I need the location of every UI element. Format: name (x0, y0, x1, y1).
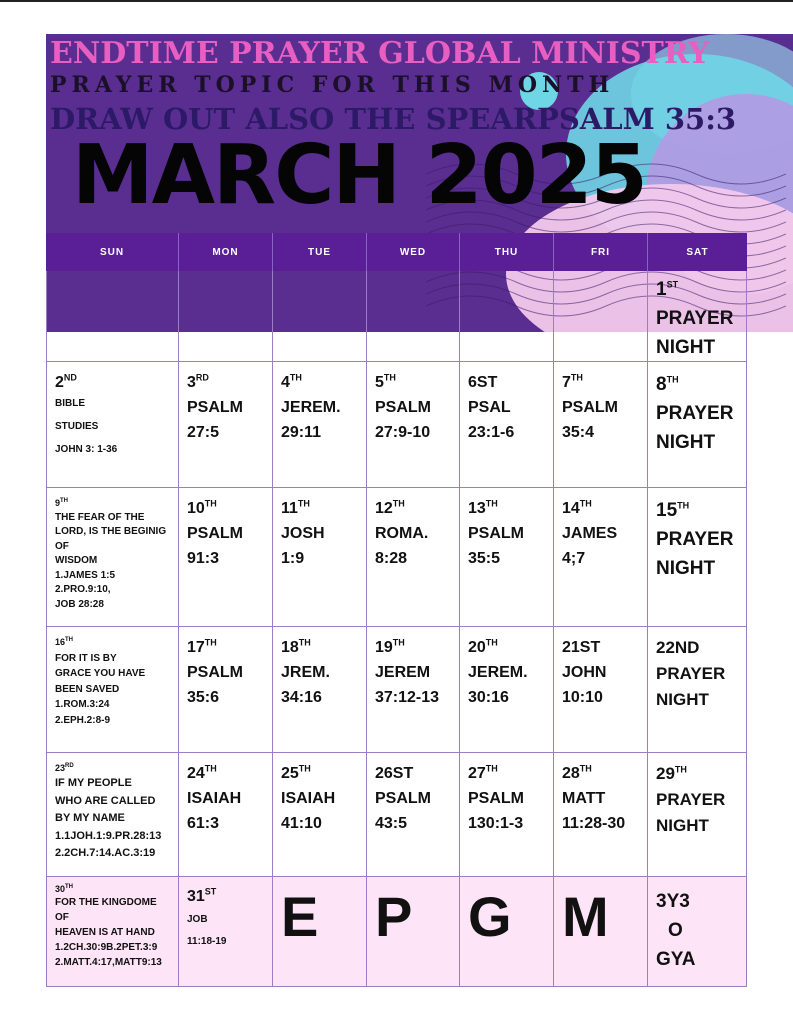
day-topic: THE FEAR OF THE (55, 511, 145, 523)
day-event: JEREM. (468, 664, 528, 681)
day-event: PSALM (187, 399, 243, 416)
day-number: 12 (375, 500, 393, 517)
day-cell-5 (367, 362, 460, 488)
day-event: MATT (562, 790, 606, 807)
weekday-header: WED (367, 233, 460, 271)
day-reference: 30:16 (468, 689, 509, 706)
day-reference: JOHN 3: 1-36 (55, 444, 118, 455)
day-number: 9 (55, 498, 61, 508)
day-topic: HEAVEN IS AT HAND (55, 927, 155, 938)
day-suffix: TH (677, 500, 690, 511)
day-reference: 1:9 (281, 550, 305, 567)
day-reference: 2.MATT.4:17,MATT9:13 (55, 957, 162, 968)
day-cell-13 (460, 488, 554, 627)
day-cell-27 (460, 753, 554, 877)
day-suffix: TH (60, 498, 69, 504)
day-cell-11 (273, 488, 367, 627)
day-event: JAMES (562, 525, 618, 542)
day-number: 21ST (562, 639, 601, 656)
closing-text: GYA (656, 949, 696, 970)
day-number: 31 (187, 888, 205, 905)
day-reference: 43:5 (375, 815, 408, 832)
day-suffix: ND (63, 372, 77, 383)
day-event: ISAIAH (187, 790, 242, 807)
day-event: PSALM (468, 790, 524, 807)
day-number: 28 (562, 765, 580, 782)
day-reference: 1.JAMES 1:5 (55, 569, 116, 581)
day-topic: LORD, IS THE BEGINIG (55, 526, 167, 537)
day-event: PRAYER (656, 790, 726, 809)
day-topic: GRACE YOU HAVE (55, 668, 146, 679)
day-event: PSALM (187, 664, 243, 681)
day-cell-16 (46, 627, 179, 753)
day-reference: 11:28-30 (562, 815, 626, 832)
day-event: PSALM (375, 399, 431, 416)
day-cell-8 (648, 362, 747, 488)
day-reference: 2.PRO.9:10, (55, 584, 111, 595)
day-reference: 35:5 (468, 550, 501, 567)
day-reference: 61:3 (187, 815, 220, 832)
day-number: 27 (468, 765, 486, 782)
empty-day-cell (273, 271, 367, 362)
day-cell-2 (46, 362, 179, 488)
day-number: 2 (55, 374, 64, 391)
weekday-header: FRI (554, 233, 648, 271)
day-suffix: TH (485, 498, 498, 509)
ministry-name: ENDTIME PRAYER GLOBAL MINISTRY (50, 36, 710, 71)
day-number: 25 (281, 765, 299, 782)
day-reference: 1.2CH.30:9B.2PET.3:9 (55, 942, 158, 953)
day-cell-30 (46, 877, 179, 987)
day-cell-28 (554, 753, 648, 877)
day-cell-4 (273, 362, 367, 488)
day-number: 23 (55, 763, 66, 773)
day-reference: 35:4 (562, 424, 595, 441)
day-number: 15 (656, 500, 678, 521)
day-event: PSALM (375, 790, 431, 807)
day-cell-6 (460, 362, 554, 488)
day-event: ISAIAH (281, 790, 336, 807)
weekday-header: SAT (648, 233, 747, 271)
day-suffix: RD (195, 372, 209, 383)
day-reference: 2.EPH.2:8-9 (55, 714, 111, 726)
day-suffix: TH (485, 637, 498, 648)
day-reference: 10:10 (562, 689, 603, 706)
day-number: 17 (187, 639, 205, 656)
empty-day-cell (179, 271, 273, 362)
day-number: 5 (375, 374, 384, 391)
day-cell-20 (460, 627, 554, 753)
day-cell-23 (46, 753, 179, 877)
day-topic: BEEN SAVED (55, 683, 120, 695)
day-reference: 27:9-10 (375, 424, 431, 441)
prayer-topic-heading: PRAYER TOPIC FOR THIS MONTH (50, 72, 615, 98)
day-event: JOB (187, 914, 208, 925)
day-topic: OF (55, 912, 69, 923)
day-event: ROMA. (375, 525, 429, 542)
day-number: 18 (281, 639, 299, 656)
day-suffix: RD (65, 763, 74, 769)
day-suffix: TH (204, 763, 217, 774)
top-border-line (0, 0, 793, 2)
day-reference: 29:11 (281, 424, 322, 441)
day-reference: 35:6 (187, 689, 220, 706)
empty-day-cell (554, 271, 648, 362)
day-number: 4 (281, 374, 290, 391)
day-reference: 1.1JOH.1:9.PR.28:13 (55, 829, 162, 842)
day-event: PSAL (468, 399, 511, 416)
day-event: JREM. (281, 664, 330, 681)
day-cell-1 (648, 271, 747, 362)
day-suffix: TH (298, 637, 311, 648)
day-cell-21 (554, 627, 648, 753)
day-topic: BY MY NAME (55, 812, 125, 824)
day-number: 14 (562, 500, 580, 517)
day-topic: FOR THE KINGDOME (55, 897, 157, 908)
empty-day-cell (46, 271, 179, 362)
day-cell-31 (179, 877, 273, 987)
day-suffix: TH (485, 763, 498, 774)
day-reference: 91:3 (187, 550, 220, 567)
day-reference: JOB 28:28 (55, 598, 104, 610)
day-number: 11 (281, 500, 298, 517)
day-number: 30 (55, 884, 66, 894)
day-reference: 1.ROM.3:24 (55, 699, 110, 710)
day-cell-15 (648, 488, 747, 627)
day-cell-22 (648, 627, 747, 753)
day-reference: 27:5 (187, 424, 220, 441)
day-suffix: TH (570, 372, 583, 383)
day-suffix: ST (204, 886, 217, 897)
closing-text: O (668, 920, 683, 941)
day-cell-24 (179, 753, 273, 877)
day-reference: 34:16 (281, 689, 322, 706)
day-event: JOHN (562, 664, 607, 681)
day-reference: 2.2CH.7:14.AC.3:19 (55, 847, 156, 859)
day-cell-17 (179, 627, 273, 753)
day-topic: FOR IT IS BY (55, 652, 117, 664)
day-event: BIBLE (55, 398, 85, 409)
day-suffix: ST (666, 279, 679, 290)
day-cell-19 (367, 627, 460, 753)
day-number: 8 (656, 374, 667, 395)
day-cell-29 (648, 753, 747, 877)
day-suffix: TH (666, 374, 679, 385)
day-suffix: TH (65, 884, 74, 890)
day-suffix: TH (289, 372, 302, 383)
day-reference: 37:12-13 (375, 689, 440, 706)
closing-cell (648, 877, 747, 987)
day-event: JEREM (375, 664, 431, 681)
day-number: 10 (187, 500, 205, 517)
theme-reference: PSALM 35:3 (537, 102, 737, 136)
day-event: PRAYER (656, 308, 734, 329)
day-number: 13 (468, 500, 486, 517)
day-cell-14 (554, 488, 648, 627)
day-event: JOSH (281, 525, 325, 542)
day-reference: 41:10 (281, 815, 322, 832)
day-number: 19 (375, 639, 393, 656)
weekday-header: TUE (273, 233, 367, 271)
day-suffix: TH (579, 498, 592, 509)
day-event: PSALM (468, 525, 524, 542)
day-number: 1 (656, 279, 667, 300)
day-suffix: TH (383, 372, 396, 383)
theme-text: DRAW OUT ALSO THE SPEAR (50, 102, 538, 136)
day-cell-3 (179, 362, 273, 488)
day-event: PSALM (562, 399, 618, 416)
day-event: NIGHT (656, 690, 709, 709)
day-reference: 11:18-19 (187, 936, 227, 947)
empty-day-cell (460, 271, 554, 362)
day-event: NIGHT (656, 337, 716, 358)
month-title: MARCH 2025 (72, 128, 646, 223)
day-number: 20 (468, 639, 486, 656)
day-cell-25 (273, 753, 367, 877)
day-event: NIGHT (656, 432, 716, 453)
day-number: 6ST (468, 374, 498, 391)
day-topic: WHO ARE CALLED (55, 794, 156, 807)
day-reference: 23:1-6 (468, 424, 515, 441)
day-event: PSALM (187, 525, 243, 542)
day-number: 26ST (375, 765, 414, 782)
initial-letter: P (367, 877, 460, 987)
day-reference: 8:28 (375, 550, 408, 567)
weekday-header: MON (179, 233, 273, 271)
day-event: NIGHT (656, 558, 716, 579)
day-suffix: TH (298, 763, 311, 774)
day-suffix: TH (674, 764, 687, 775)
day-reference: 4;7 (562, 550, 586, 567)
day-number: 22ND (656, 638, 700, 657)
day-cell-12 (367, 488, 460, 627)
day-suffix: TH (579, 763, 592, 774)
day-suffix: TH (392, 498, 405, 509)
day-suffix: TH (204, 637, 217, 648)
weekday-header: SUN (46, 233, 179, 271)
day-event: PRAYER (656, 403, 734, 424)
closing-text: 3Y3 (656, 891, 690, 912)
day-number: 24 (187, 765, 205, 782)
initial-letter: E (273, 877, 367, 987)
initial-letter: G (460, 877, 554, 987)
weekday-header: THU (460, 233, 554, 271)
day-event: JEREM. (281, 399, 341, 416)
empty-day-cell (367, 271, 460, 362)
day-event: PRAYER (656, 529, 734, 550)
day-cell-9 (46, 488, 179, 627)
day-cell-26 (367, 753, 460, 877)
day-cell-7 (554, 362, 648, 488)
day-reference: 130:1-3 (468, 815, 524, 832)
day-topic: IF MY PEOPLE (55, 777, 132, 789)
day-cell-18 (273, 627, 367, 753)
day-number: 7 (562, 374, 571, 391)
day-suffix: TH (204, 498, 217, 509)
day-cell-10 (179, 488, 273, 627)
day-number: 3 (187, 374, 196, 391)
initial-letter: M (554, 877, 648, 987)
day-event: PRAYER (656, 664, 726, 683)
day-number: 29 (656, 764, 675, 783)
day-number: 16 (55, 637, 66, 647)
day-topic: OF (55, 540, 69, 552)
day-event: STUDIES (55, 421, 99, 432)
day-suffix: TH (297, 498, 310, 509)
day-suffix: TH (65, 637, 74, 643)
day-event: NIGHT (656, 816, 709, 835)
day-suffix: TH (392, 637, 405, 648)
day-topic: WISDOM (55, 555, 98, 566)
